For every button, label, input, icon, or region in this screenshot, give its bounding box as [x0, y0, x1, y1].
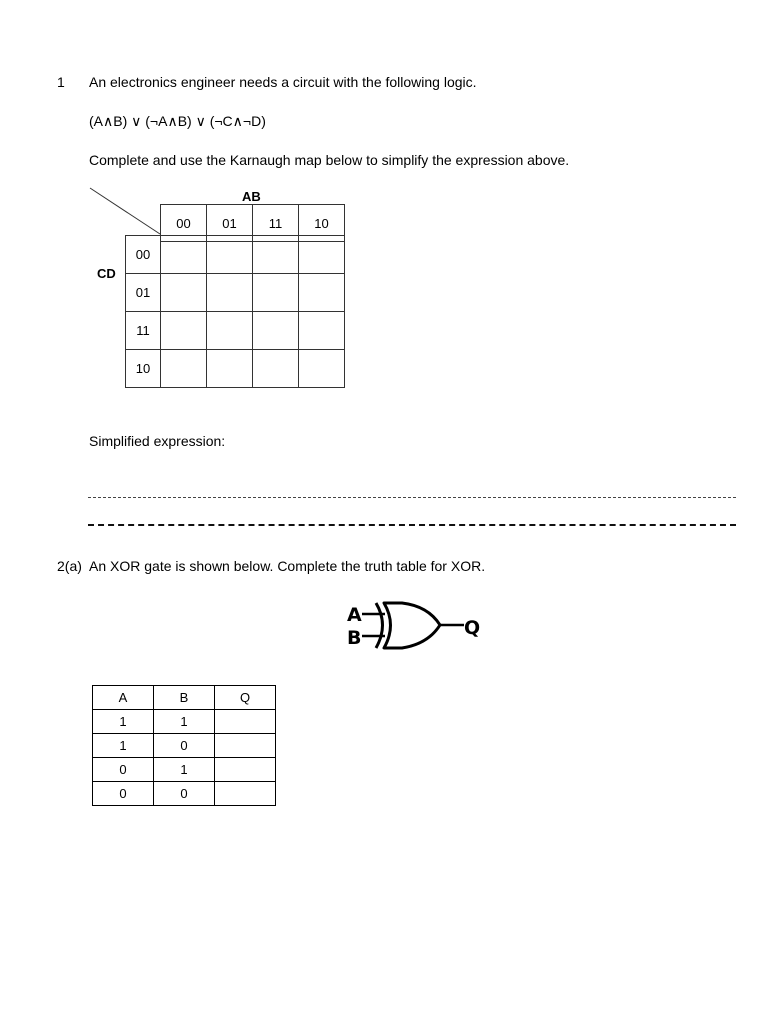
- truth-table-cell-a: 0: [93, 782, 154, 806]
- kmap-row-header: [125, 273, 161, 312]
- truth-table-cell-b: 0: [154, 734, 215, 758]
- kmap-cell[interactable]: [206, 235, 253, 274]
- karnaugh-map: [88, 186, 348, 390]
- kmap-cell[interactable]: [252, 311, 299, 350]
- question-1-instruction: Complete and use the Karnaugh map below to simplify the expression above.: [89, 152, 570, 168]
- truth-table-cell-a: 1: [93, 734, 154, 758]
- kmap-row-header-label: 01: [135, 285, 151, 300]
- kmap-row-variable: CD: [97, 266, 116, 281]
- logic-expression: (A∧B) ∨ (¬A∧B) ∨ (¬C∧¬D): [89, 113, 266, 129]
- truth-table-header: A: [93, 686, 154, 710]
- kmap-cell[interactable]: [252, 235, 299, 274]
- simplified-expression-label: Simplified expression:: [89, 433, 226, 449]
- truth-table-cell-b: 1: [154, 758, 215, 782]
- kmap-cell[interactable]: [298, 273, 345, 312]
- truth-table-row: [93, 734, 276, 758]
- kmap-cell[interactable]: [160, 311, 207, 350]
- kmap-row-header: [125, 349, 161, 388]
- kmap-col-variable: AB: [242, 189, 261, 204]
- truth-table-row: [93, 710, 276, 734]
- kmap-row-header: [125, 311, 161, 350]
- kmap-cell[interactable]: [160, 235, 207, 274]
- kmap-cell[interactable]: [298, 311, 345, 350]
- kmap-cell[interactable]: [298, 235, 345, 274]
- truth-table-header: B: [154, 686, 215, 710]
- truth-table-row: [93, 782, 276, 806]
- gate-output-label: Q: [464, 617, 481, 639]
- kmap-col-header-label: 10: [314, 216, 329, 231]
- question-2a-number: 2(a): [57, 558, 82, 574]
- truth-table-cell-q[interactable]: [215, 710, 276, 734]
- xor-gate-icon: [344, 598, 494, 654]
- truth-table-cell-q[interactable]: [215, 758, 276, 782]
- gate-input-a-label: A: [347, 604, 362, 626]
- kmap-cell[interactable]: [252, 349, 299, 388]
- kmap-cell[interactable]: [206, 311, 253, 350]
- kmap-row-header: [125, 235, 161, 274]
- kmap-cell[interactable]: [160, 349, 207, 388]
- kmap-row-header-label: 11: [136, 323, 150, 338]
- kmap-cell[interactable]: [160, 273, 207, 312]
- kmap-cell[interactable]: [206, 349, 253, 388]
- truth-table-header: Q: [215, 686, 276, 710]
- xor-truth-table: [92, 685, 276, 806]
- kmap-cell[interactable]: [252, 273, 299, 312]
- truth-table-cell-a: 0: [93, 758, 154, 782]
- kmap-cell[interactable]: [206, 273, 253, 312]
- kmap-col-header-label: 11: [268, 216, 283, 231]
- truth-table-cell-b: 1: [154, 710, 215, 734]
- truth-table-cell-b: 0: [154, 782, 215, 806]
- truth-table-cell-q[interactable]: [215, 782, 276, 806]
- truth-table-row: [93, 758, 276, 782]
- truth-table-cell-a: 1: [93, 710, 154, 734]
- kmap-cell[interactable]: [298, 349, 345, 388]
- gate-input-b-label: B: [347, 627, 362, 649]
- answer-line-1[interactable]: [88, 497, 736, 498]
- question-1-number: 1: [57, 74, 65, 90]
- kmap-col-header-label: 00: [176, 216, 191, 231]
- question-1-intro: An electronics engineer needs a circuit with the following logic.: [89, 74, 477, 90]
- kmap-row-header-label: 10: [135, 361, 151, 376]
- question-2a-text: An XOR gate is shown below. Complete the truth table for XOR.: [89, 558, 486, 574]
- kmap-col-header-label: 01: [222, 216, 237, 231]
- truth-table-header-row: [93, 686, 276, 710]
- kmap-row-header-label: 00: [135, 247, 151, 262]
- truth-table-cell-q[interactable]: [215, 734, 276, 758]
- answer-line-2[interactable]: [88, 524, 736, 526]
